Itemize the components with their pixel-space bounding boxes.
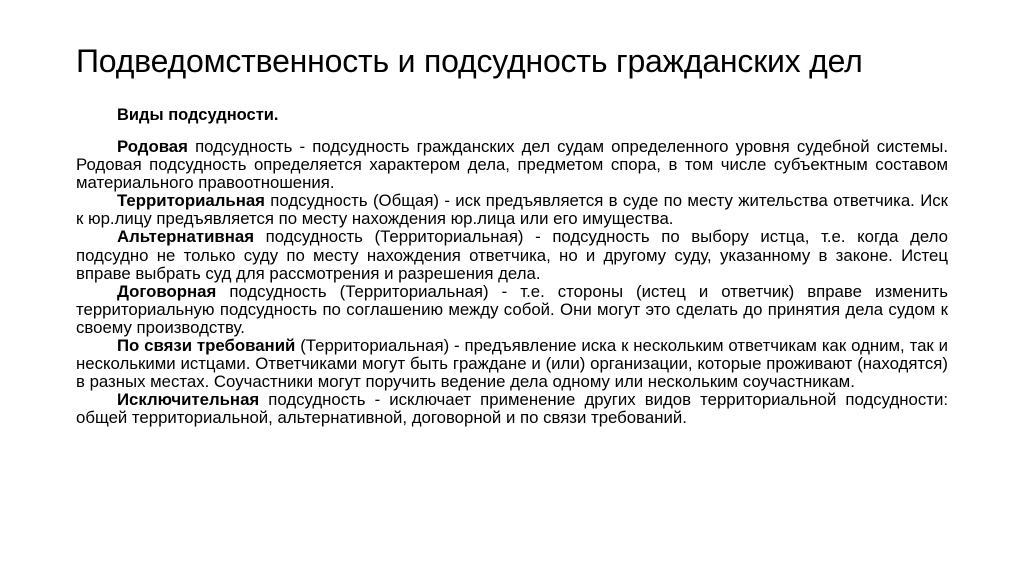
text-dogovornaya: подсудность (Территориальная) - т.е. стороны (истец и ответчик) вправе изменить территориальную подсудность по соглашению между собой. Они могут это сделать до принятия дела судом к своему производству. [76,281,948,337]
text-rodovaya: подсудность - подсудность гражданских дел судам определенного уровня судебной системы. Родовая подсудность определяется характером дела, предметом спора, в том числе субъектным составом материального правоотношения. [76,137,948,193]
paragraph-po-svyazi-trebovaniy [76,337,948,391]
term-dogovornaya: Договорная [117,281,217,301]
term-territorialnaya: Территориальная [117,191,265,211]
text-alternativnaya: подсудность (Территориальная) - подсудность по выбору истца, т.е. когда дело подсудно не только суду по месту нахождения ответчика, но и другому суду, указанному в законе. Истец вправе выбрать суд для рассмотрения и разрешения дела. [76,227,948,283]
term-rodovaya: Родовая [117,137,188,156]
text-isklyuchitelnaya: подсудность - исключает применение других видов территориальной подсудности: общей территориальной, альтернативной, договорной и по связи требований. [76,390,948,428]
body-text [76,138,948,428]
text-po-svyazi-trebovaniy: (Территориальная) - предъявление иска к нескольким ответчикам как одним, так и несколькими истцами. Ответчиками могут быть граждане и (или) организации, которые проживают (находятся) в разных местах. Соучастники могут поручить ведение дела одному или нескольким соучастникам. [76,336,948,392]
term-alternativnaya: Альтернативная [117,227,255,247]
paragraph-alternativnaya [76,228,948,282]
paragraph-territorialnaya [76,192,948,228]
text-territorialnaya: подсудность (Общая) - иск предъявляется в суде по месту жительства ответчика. Иск к юр.лицу предъявляется по месту нахождения юр.лица или его имущества. [76,191,948,229]
term-isklyuchitelnaya: Исключительная [117,390,260,410]
paragraph-rodovaya [76,138,948,192]
paragraph-dogovornaya [76,283,948,337]
slide-title: Подведомственность и подсудность гражданских дел [76,43,863,79]
section-subheading: Виды подсудности. [117,106,279,124]
term-po-svyazi-trebovaniy: По связи требований [117,336,296,356]
paragraph-isklyuchitelnaya [76,391,948,427]
